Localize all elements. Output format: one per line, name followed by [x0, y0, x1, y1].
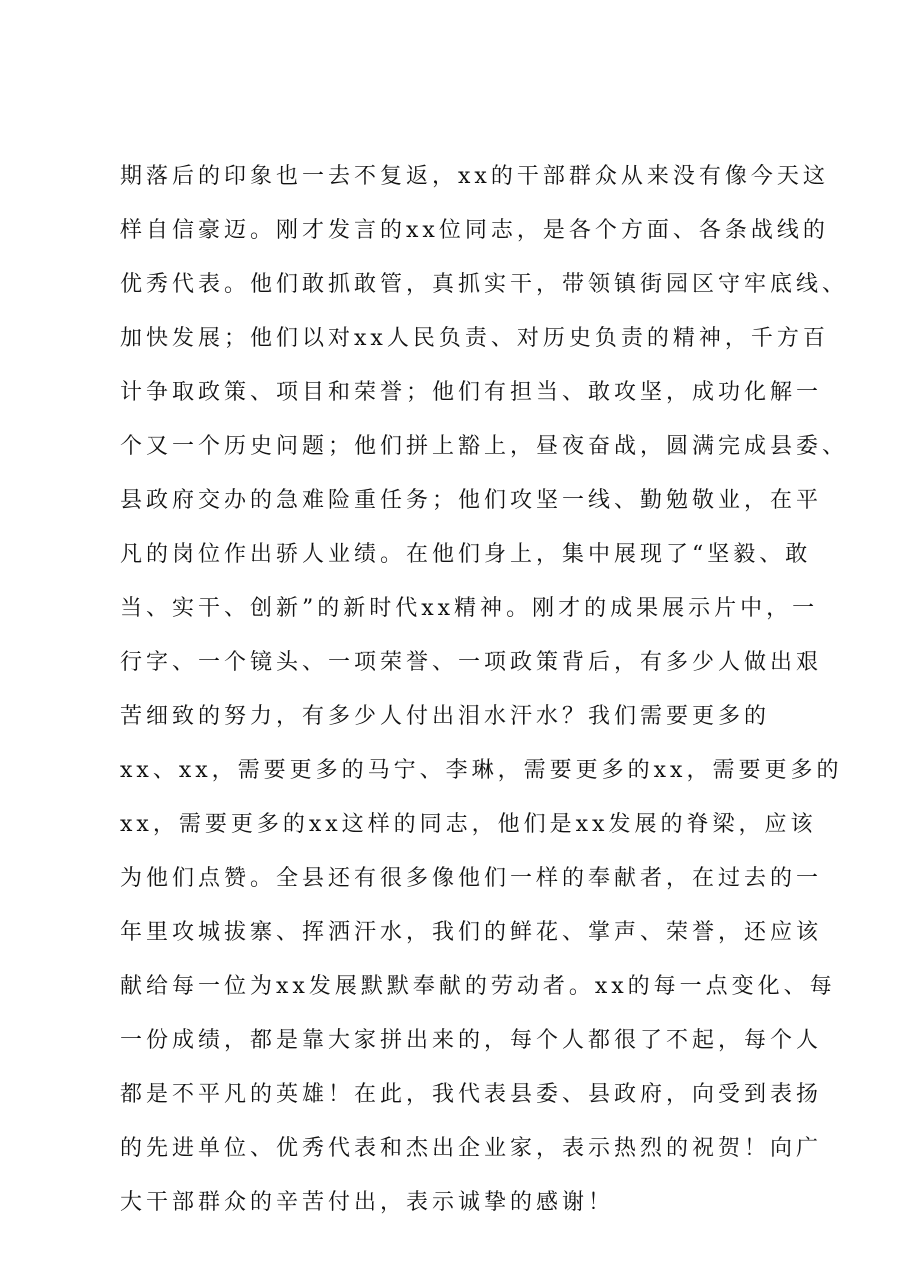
- text-line: 加快发展；他们以对xx人民负责、对历史负责的精神，千方百: [120, 326, 829, 351]
- text-line: 的先进单位、优秀代表和杰出企业家，表示热烈的祝贺！向广: [120, 1136, 823, 1161]
- text-line: 计争取政策、项目和荣誉；他们有担当、敢攻坚，成功化解一: [120, 380, 823, 405]
- text-line: 优秀代表。他们敢抓敢管，真抓实干，带领镇街园区守牢底线、: [120, 272, 849, 297]
- text-line: 献给每一位为xx发展默默奉献的劳动者。xx的每一点变化、每: [120, 974, 836, 999]
- text-line: 年里攻城拔寨、挥洒汗水，我们的鲜花、掌声、荣誉，还应该: [120, 920, 823, 945]
- text-line: 县政府交办的急难险重任务；他们攻坚一线、勤勉敬业，在平: [120, 488, 823, 513]
- text-line: 当、实干、创新”的新时代xx精神。刚才的成果展示片中，一: [120, 596, 819, 621]
- text-line: 为他们点赞。全县还有很多像他们一样的奉献者，在过去的一: [120, 866, 823, 891]
- body-text: [120, 150, 849, 1230]
- text-line: 苦细致的努力，有多少人付出泪水汗水？我们需要更多的: [120, 704, 771, 729]
- text-line: 期落后的印象也一去不复返，xx的干部群众从来没有像今天这: [120, 164, 829, 189]
- text-line: 都是不平凡的英雄！在此，我代表县委、县政府，向受到表扬: [120, 1082, 823, 1107]
- text-line: 凡的岗位作出骄人业绩。在他们身上，集中展现了“坚毅、敢: [120, 542, 812, 567]
- text-line: 个又一个历史问题；他们拼上豁上，昼夜奋战，圆满完成县委、: [120, 434, 849, 459]
- text-line: 一份成绩，都是靠大家拼出来的，每个人都很了不起，每个人: [120, 1028, 823, 1053]
- text-line: xx，需要更多的xx这样的同志，他们是xx发展的脊梁，应该: [120, 812, 817, 837]
- text-line: 大干部群众的辛苦付出，表示诚挚的感谢！: [120, 1190, 615, 1215]
- text-line: 样自信豪迈。刚才发言的xx位同志，是各个方面、各条战线的: [120, 218, 829, 243]
- text-line: xx、xx，需要更多的马宁、李琳，需要更多的xx，需要更多的: [120, 758, 843, 783]
- text-line: 行字、一个镜头、一项荣誉、一项政策背后，有多少人做出艰: [120, 650, 823, 675]
